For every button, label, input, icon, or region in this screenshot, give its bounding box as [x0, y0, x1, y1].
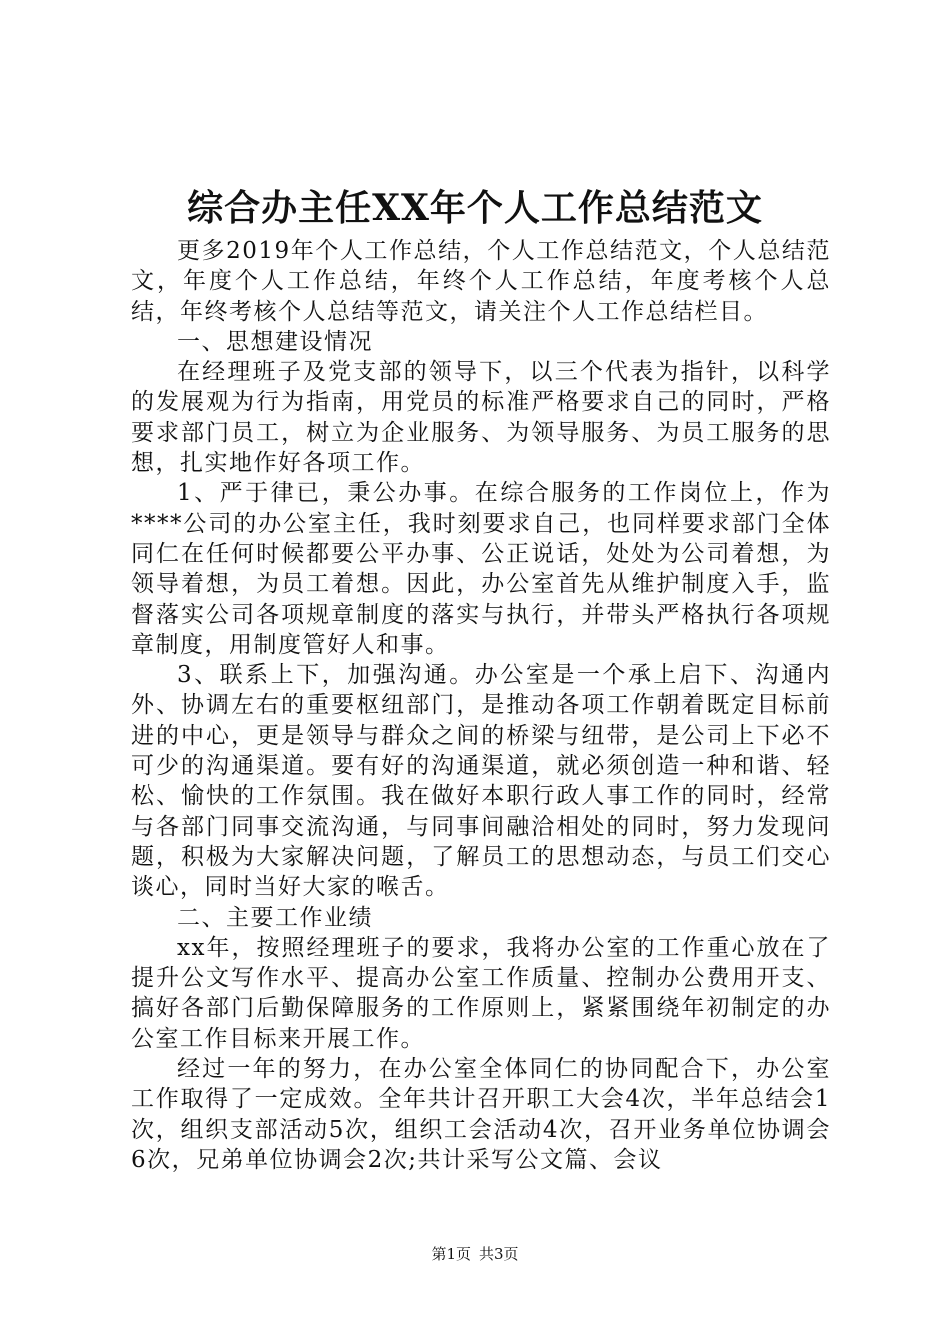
- section-heading-ideology: 一、思想建设情况: [177, 328, 373, 355]
- paragraph-work-focus: xx年，按照经理班子的要求，我将办公室的工作重心放在了提升公文写作水平、提高办公室工作质量、控制办公费用开支、搞好各部门后勤保障服务的工作原则上，紧紧围绕年初制定的办公室工作目标来开展工作。: [131, 934, 831, 1052]
- paragraph-discipline: 1、严于律已，秉公办事。在综合服务的工作岗位上，作为****公司的办公室主任，我时刻要求自己，也同样要求部门全体同仁在任何时候都要公平办事、公正说话，处处为公司着想，为领导着想，为员工着想。因此，办公室首先从维护制度入手，监督落实公司各项规章制度的落实与执行，并带头严格执行各项规章制度，用制度管好人和事。: [131, 480, 831, 658]
- paragraph-communication: 3、联系上下，加强沟通。办公室是一个承上启下、沟通内外、协调左右的重要枢纽部门，是推动各项工作朝着既定目标前进的中心，更是领导与群众之间的桥梁与纽带，是公司上下必不可少的沟通渠道。要有好的沟通渠道，就必须创造一种和谐、轻松、愉快的工作氛围。我在做好本职行政人事工作的同时，经常与各部门同事交流沟通，与同事间融洽相处的同时，努力发现问题，积极为大家解决问题，了解员工的思想动态，与员工们交心谈心，同时当好大家的喉舌。: [131, 662, 831, 901]
- document-title: 综合办主任XX年个人工作总结范文: [187, 187, 763, 229]
- paragraph-results: 经过一年的努力，在办公室全体同仁的协同配合下，办公室工作取得了一定成效。全年共计召开职工大会4次，半年总结会1次，组织支部活动5次，组织工会活动4次，召开业务单位协调会6次，兄弟单位协调会2次;共计采写公文篇、会议: [131, 1056, 831, 1173]
- paragraph-intro: 更多2019年个人工作总结，个人工作总结范文，个人总结范文，年度个人工作总结，年终个人工作总结，年度考核个人总结，年终考核个人总结等范文，请关注个人工作总结栏目。: [131, 238, 831, 325]
- document-body: [131, 236, 831, 1175]
- page-footer: [0, 1244, 950, 1264]
- page-number: 第1页: [431, 1245, 471, 1263]
- paragraph-ideology: 在经理班子及党支部的领导下，以三个代表为指针，以科学的发展观为行为指南，用党员的标准严格要求自己的同时，严格要求部门员工，树立为企业服务、为领导服务、为员工服务的思想，扎实地作好各项工作。: [131, 359, 831, 477]
- section-heading-achievements: 二、主要工作业绩: [177, 904, 373, 931]
- page-total: 共3页: [479, 1245, 519, 1263]
